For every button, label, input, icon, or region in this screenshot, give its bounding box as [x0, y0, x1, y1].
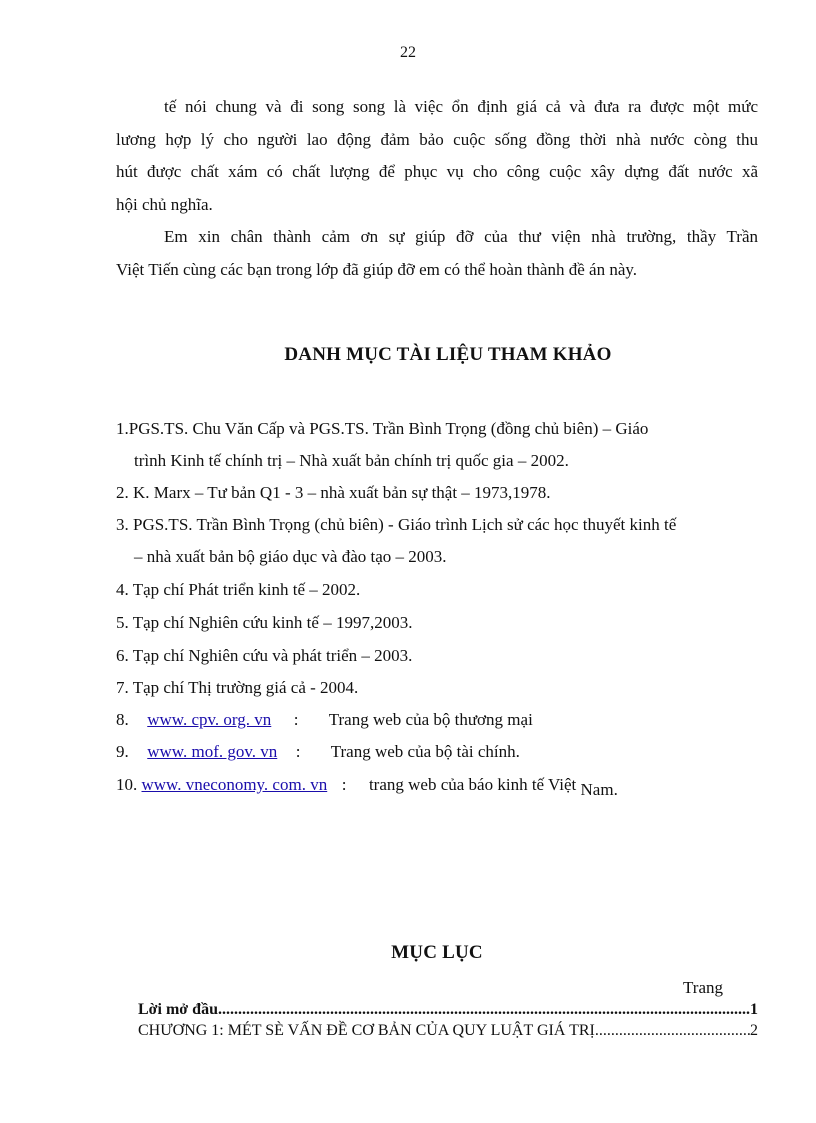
toc-entry-page: 2 — [750, 1022, 758, 1039]
toc-title: MỤC LỤC — [391, 942, 483, 963]
text-line: hội chủ nghĩa. — [116, 194, 213, 214]
text-line: lương hợp lý cho người lao động đảm bảo cuộc sống đồng thời nhà nước còng thu — [116, 129, 758, 149]
reference-separator: : — [341, 775, 347, 794]
text-line: Việt Tiến cùng các bạn trong lớp đã giúp đỡ em có thể hoàn thành đề án này. — [116, 259, 638, 279]
toc-entry[interactable] — [138, 999, 758, 1021]
reference-url-link[interactable]: www. vneconomy. com. vn — [141, 775, 328, 794]
reference-separator: : — [295, 742, 301, 761]
reference-item: 1.PGS.TS. Chu Văn Cấp và PGS.TS. Trần Bình Trọng (đồng chủ biên) – Giáo — [116, 419, 649, 438]
conclusion-paragraph-2 — [116, 221, 758, 286]
text-line: tế nói chung và đi song song là việc ổn định giá cả và đưa ra được một mức — [164, 97, 758, 116]
reference-item-continued: trình Kinh tế chính trị – Nhà xuất bản chính trị quốc gia – 2002. — [134, 451, 569, 470]
reference-item: 5. Tạp chí Nghiên cứu kinh tế – 1997,2003. — [116, 613, 413, 632]
page-number: 22 — [400, 44, 416, 61]
reference-number: 8. — [116, 710, 129, 729]
reference-separator: : — [293, 710, 299, 729]
toc-entry-page: 1 — [750, 1001, 758, 1018]
reference-description-tail: Nam. — [580, 780, 618, 799]
reference-item: 3. PGS.TS. Trần Bình Trọng (chủ biên) - Giáo trình Lịch sử các học thuyết kinh tế — [116, 515, 677, 534]
reference-link-item — [116, 773, 618, 797]
toc-entry[interactable] — [138, 1020, 758, 1042]
references-title: DANH MỤC TÀI LIỆU THAM KHẢO — [284, 344, 612, 365]
reference-item-continued: – nhà xuất bản bộ giáo dục và đào tạo – 2003. — [134, 547, 447, 566]
toc-leader-dots — [595, 1020, 750, 1042]
reference-number: 9. — [116, 742, 129, 761]
toc-leader-dots — [218, 999, 750, 1021]
reference-number: 10. — [116, 775, 138, 794]
conclusion-paragraph-1 — [116, 91, 758, 221]
reference-item: 6. Tạp chí Nghiên cứu và phát triển – 2003. — [116, 646, 413, 665]
toc-entry-label: Lời mở đầu — [138, 1001, 218, 1018]
reference-item: 7. Tạp chí Thị trường giá cả - 2004. — [116, 678, 359, 697]
reference-description: Trang web của bộ tài chính. — [330, 742, 520, 761]
reference-item: 2. K. Marx – Tư bản Q1 - 3 – nhà xuất bản sự thật – 1973,1978. — [116, 483, 551, 502]
reference-link-item — [116, 740, 520, 764]
reference-description: Trang web của bộ thương mại — [328, 710, 533, 729]
text-line: Em xin chân thành cảm ơn sự giúp đỡ của thư viện nhà trường, thầy Trần — [164, 227, 758, 246]
reference-url-link[interactable]: www. mof. gov. vn — [147, 742, 278, 761]
reference-description: trang web của báo kinh tế Việt — [368, 775, 577, 794]
toc-page-label: Trang — [683, 978, 723, 997]
text-line: hút được chất xám có chất lượng để phục vụ cho công cuộc xây dựng đất nước xã — [116, 162, 758, 181]
toc-entry-label: CHƯƠNG 1: MÉT SÈ VẤN ĐỀ CƠ BẢN CỦA QUY LUẬT GIÁ TRỊ — [138, 1022, 595, 1039]
reference-url-link[interactable]: www. cpv. org. vn — [147, 710, 272, 729]
reference-link-item — [116, 708, 533, 732]
reference-item: 4. Tạp chí Phát triển kinh tế – 2002. — [116, 580, 361, 599]
